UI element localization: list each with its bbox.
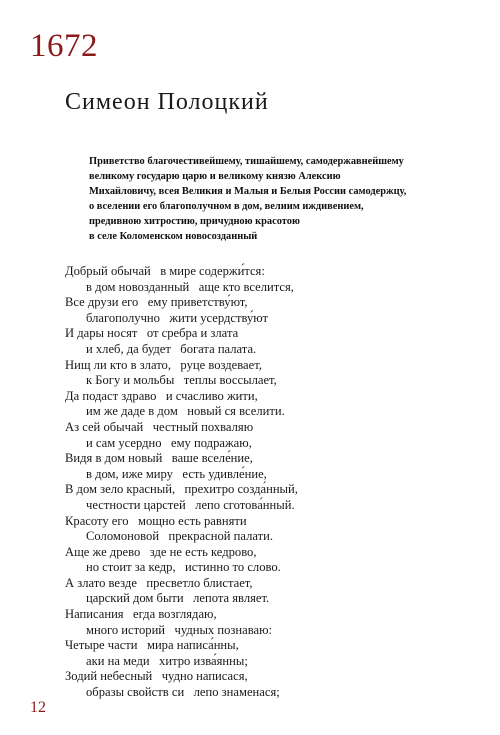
poem-line: образы свойств си лепо знаменася; (86, 685, 280, 700)
poem-line: Соломоновой прекрасной палати. (86, 529, 274, 544)
subtitle-line: предивною хитростию, причудною красотою (89, 216, 300, 227)
poem-line: Аз сей обычай честный похваляю (65, 419, 254, 434)
poem-line: и сам усердно ему подражаю, (86, 435, 252, 450)
subtitle-line: великому государю царю и великому князю Алексию (89, 171, 341, 182)
poem-line: Зодий небесный чудно написася, (65, 669, 248, 684)
poem-line: Четыре части мира написа́нны, (65, 638, 239, 653)
subtitle-line: Михайловичу, всея Великия и Малыя и Белыя России самодержцу, (89, 186, 407, 197)
poem-line: Красоту его мощно есть равняти (65, 513, 247, 528)
year-heading: 1672 (30, 28, 98, 64)
poem-line: в дом, иже миру есть удивле́ние, (86, 466, 267, 481)
author-name: Симеон Полоцкий (65, 89, 269, 115)
poem-line: В дом зело красный, прехитро созда́нный, (65, 482, 298, 497)
poem-line: Написания егда возглядаю, (65, 607, 217, 622)
poem-body (65, 264, 485, 701)
poem-line: Нищ ли кто в злато, руце воздевает, (65, 357, 262, 372)
poem-line: Все друзи его ему приветству́ют, (65, 295, 248, 310)
poem-line: А злато везде пресветло блистает, (65, 575, 253, 590)
subtitle-line: в селе Коломенском новосозданный (89, 231, 258, 242)
poem-line: благополучно жити усердству́ют (86, 310, 269, 325)
poem-line: Да подаст здраво и счасливо жити, (65, 388, 258, 403)
subtitle-line: Приветство благочестивейшему, тишайшему, самодержавнейшему (89, 156, 404, 167)
poem-line: Добрый обычай в мире содержи́тся: (65, 264, 265, 278)
poem-subtitle (89, 154, 469, 244)
poem-line: царский дом быти лепота являет. (86, 591, 270, 606)
page-number: 12 (30, 699, 46, 716)
poem-line: им же даде в дом новый ся вселити. (86, 404, 285, 419)
poem-line: в дом новозданный аще кто вселится, (86, 279, 294, 294)
poem-line: Видя в дом новый ваше вселе́ние, (65, 451, 253, 466)
poem-line: честности царстей лепо сготова́нный. (86, 497, 295, 512)
poem-line: И дары носят от сребра и злата (65, 326, 239, 341)
poem-line: аки на меди хитро изва́янны; (86, 653, 248, 668)
poem-line: Аще же древо зде не есть кедрово, (65, 544, 257, 559)
subtitle-line: о вселении его благополучном в дом, велиим иждивением, (89, 201, 364, 212)
poem-line: и хлеб, да будет богата палата. (86, 341, 257, 356)
poem-line: много историй чудных познаваю: (86, 622, 272, 637)
poem-line: но стоит за кедр, истинно то слово. (86, 560, 281, 575)
poem-line: к Богу и мольбы теплы воссылает, (86, 373, 277, 388)
